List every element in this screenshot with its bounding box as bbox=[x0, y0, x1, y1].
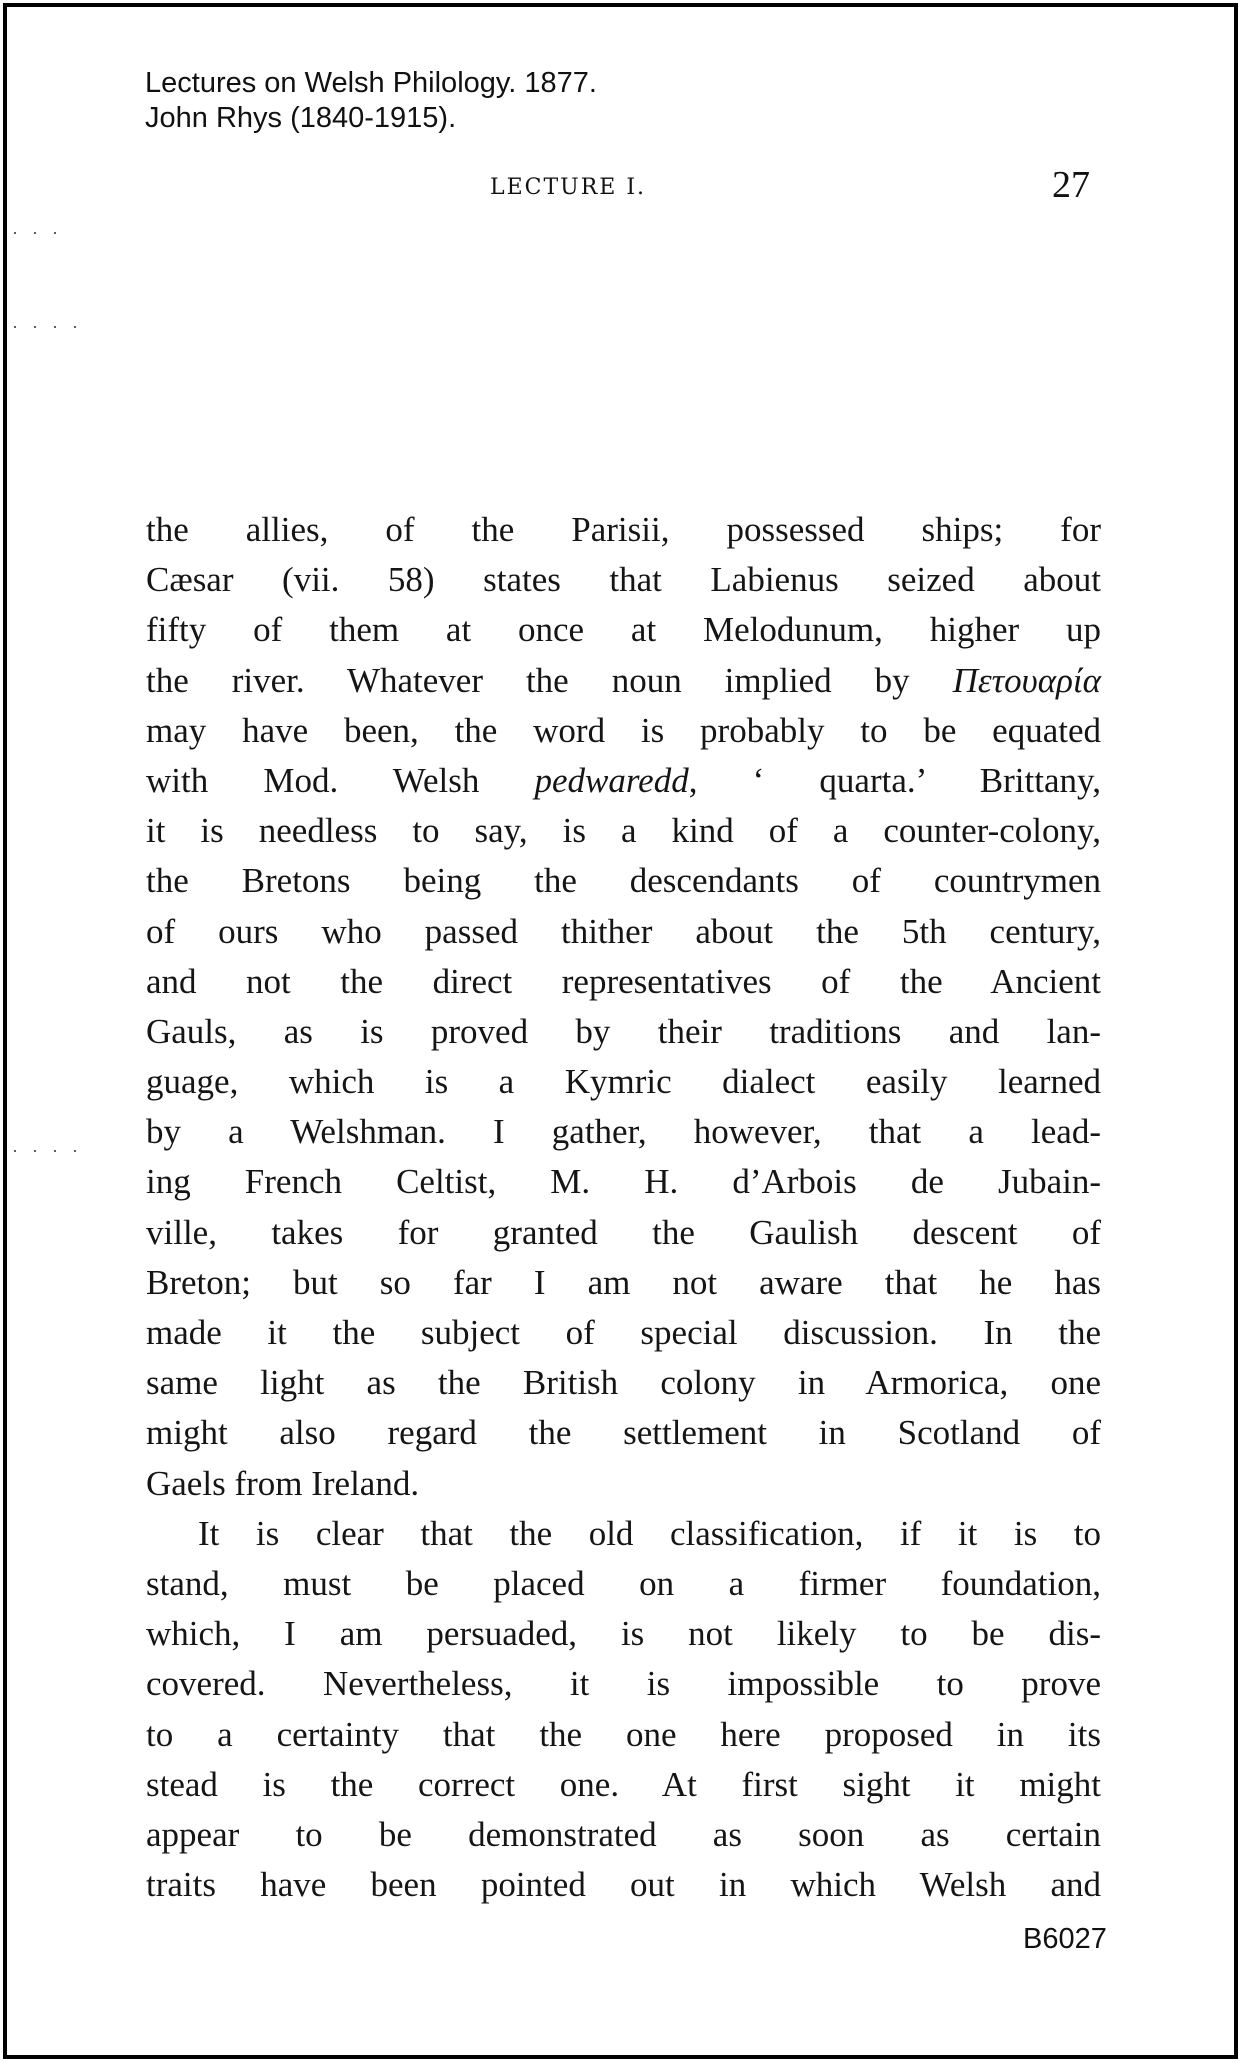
text-segment: by a Welshman. I gather, however, that a lead- bbox=[146, 1112, 1101, 1152]
text-line bbox=[146, 1408, 1101, 1458]
text-line bbox=[146, 1760, 1101, 1810]
text-line bbox=[146, 1358, 1101, 1408]
text-line bbox=[146, 1007, 1101, 1057]
text-line bbox=[146, 555, 1101, 605]
text-segment: may have been, the word is probably to be equated bbox=[146, 710, 1101, 750]
text-segment: the river. Whatever the noun implied by bbox=[146, 660, 953, 700]
text-line bbox=[146, 1659, 1101, 1709]
text-line bbox=[146, 1459, 1101, 1509]
text-segment: covered. Nevertheless, it is impossible to prove bbox=[146, 1664, 1101, 1704]
text-line bbox=[146, 706, 1101, 756]
text-line bbox=[146, 1258, 1101, 1308]
text-segment: traits have been pointed out in which Welsh and bbox=[146, 1865, 1101, 1905]
text-segment: appear to be demonstrated as soon as certain bbox=[146, 1814, 1101, 1854]
italic-term: pedwaredd bbox=[534, 760, 689, 800]
paragraph bbox=[146, 505, 1101, 1509]
text-segment: Cæsar (vii. 58) states that Labienus seized about bbox=[146, 560, 1101, 600]
text-segment: ville, takes for granted the Gaulish descent of bbox=[146, 1212, 1101, 1252]
source-title: Lectures on Welsh Philology. 1877. bbox=[145, 67, 597, 99]
text-segment: stead is the correct one. At first sight it might bbox=[146, 1764, 1101, 1804]
text-segment: the allies, of the Parisii, possessed ships; for bbox=[146, 510, 1101, 549]
body-text bbox=[146, 505, 1101, 1910]
text-line bbox=[146, 1860, 1101, 1910]
text-segment: Gauls, as is proved by their traditions and lan- bbox=[146, 1011, 1101, 1051]
page-number: 27 bbox=[1052, 164, 1090, 206]
text-segment: , ‘ quarta.’ Brittany, bbox=[688, 760, 1101, 800]
text-line bbox=[146, 1308, 1101, 1358]
text-line bbox=[146, 1810, 1101, 1860]
text-line bbox=[146, 756, 1101, 806]
text-segment: the Bretons being the descendants of countrymen bbox=[146, 861, 1101, 901]
text-segment: might also regard the settlement in Scotland of bbox=[146, 1413, 1101, 1453]
text-segment: with Mod. Welsh bbox=[146, 760, 535, 800]
catalog-id: B6027 bbox=[1023, 1923, 1107, 1955]
text-segment: it is needless to say, is a kind of a counter-colony, bbox=[146, 811, 1101, 851]
text-line bbox=[146, 856, 1101, 906]
text-line bbox=[146, 1157, 1101, 1207]
text-segment: stand, must be placed on a firmer foundation, bbox=[146, 1563, 1101, 1603]
text-segment: and not the direct representatives of the Ancient bbox=[146, 961, 1101, 1001]
text-line bbox=[146, 1609, 1101, 1659]
margin-marks: ···· bbox=[12, 316, 92, 336]
source-author: John Rhys (1840-1915). bbox=[145, 102, 457, 134]
text-segment: ing French Celtist, M. H. d’Arbois de Jubain- bbox=[146, 1162, 1101, 1202]
text-segment: It is clear that the old classification, if it is to bbox=[198, 1513, 1101, 1553]
text-line bbox=[146, 1107, 1101, 1157]
text-line bbox=[146, 1509, 1101, 1559]
text-line bbox=[146, 1057, 1101, 1107]
margin-marks: ···· bbox=[12, 1140, 92, 1160]
text-segment: to a certainty that the one here proposed in its bbox=[146, 1714, 1101, 1754]
text-segment: Breton; but so far I am not aware that he has bbox=[146, 1262, 1101, 1302]
text-segment: guage, which is a Kymric dialect easily learned bbox=[146, 1062, 1101, 1102]
text-line bbox=[146, 1208, 1101, 1258]
text-line bbox=[146, 1559, 1101, 1609]
running-head: LECTURE I. bbox=[490, 175, 647, 200]
text-segment: fifty of them at once at Melodunum, higher up bbox=[146, 610, 1101, 650]
text-line bbox=[146, 806, 1101, 856]
text-segment: same light as the British colony in Armorica, one bbox=[146, 1363, 1101, 1403]
text-line bbox=[146, 1710, 1101, 1760]
italic-term: Πετουαρία bbox=[952, 660, 1101, 700]
text-line bbox=[146, 656, 1101, 706]
text-line bbox=[146, 505, 1101, 555]
text-line bbox=[146, 907, 1101, 957]
text-line bbox=[146, 957, 1101, 1007]
paragraph bbox=[146, 1509, 1101, 1911]
text-line bbox=[146, 605, 1101, 655]
margin-marks: ··· bbox=[12, 222, 72, 242]
text-segment: of ours who passed thither about the 5th century, bbox=[146, 911, 1101, 951]
text-segment: made it the subject of special discussion. In the bbox=[146, 1313, 1101, 1352]
text-segment: Gaels from Ireland. bbox=[146, 1463, 420, 1503]
text-segment: which, I am persuaded, is not likely to be dis- bbox=[146, 1614, 1101, 1654]
